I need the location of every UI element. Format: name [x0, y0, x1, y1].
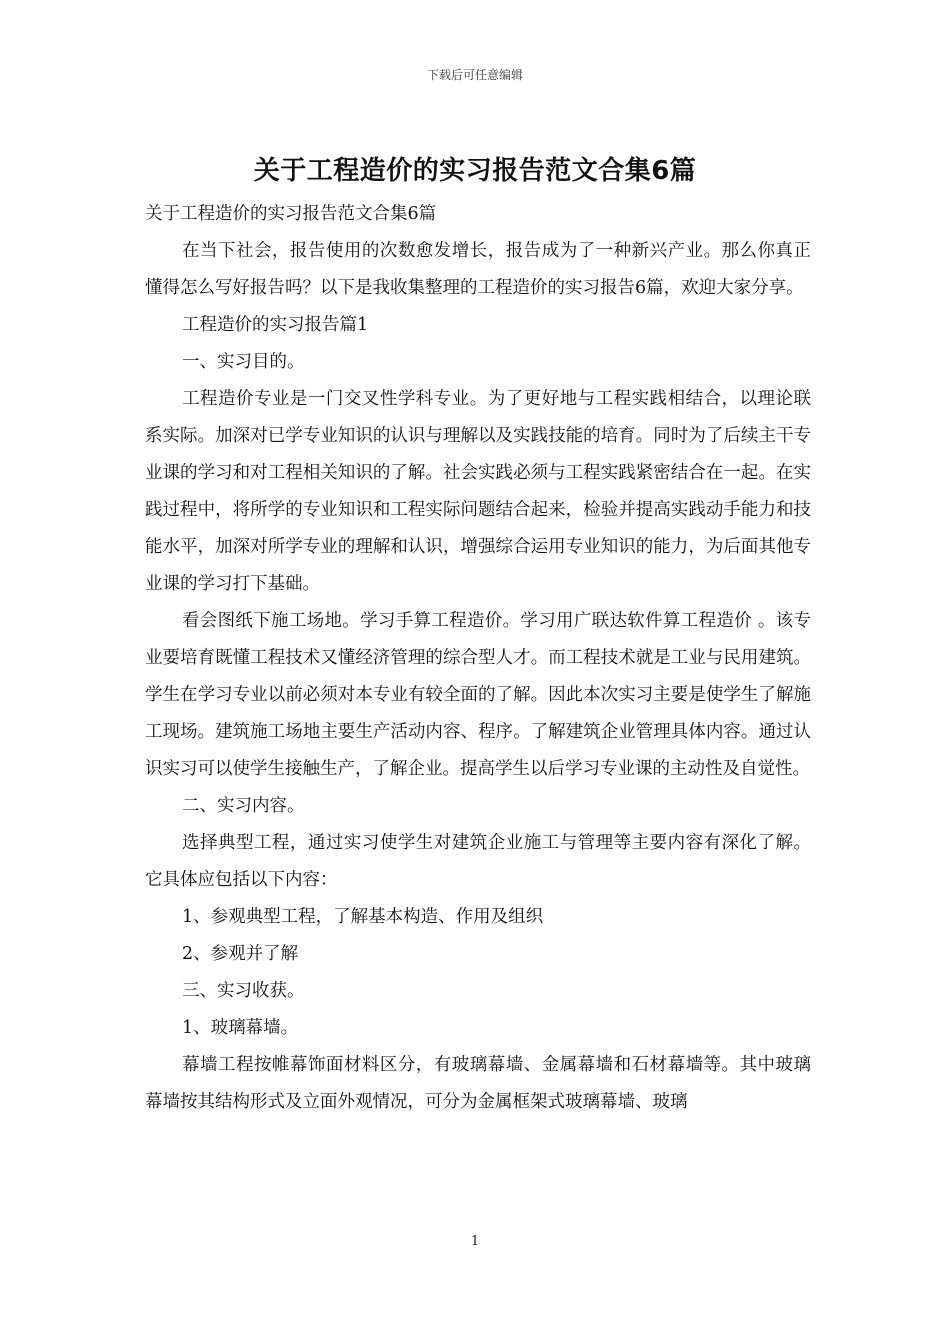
paragraph: 工程造价专业是一门交叉性学科专业。为了更好地与工程实践相结合，以理论联系实际。加深对已学专业知识的认识与理解以及实践技能的培育。同时为了后续主干专业课的学习和对工程相关知识的了解。社会实践必须与工程实践紧密结合在一起。在实践过程中，将所学的专业知识和工程实际问题结合起来，检验并提高实践动手能力和技能水平，加深对所学专业的理解和认识，增强综合运用专业知识的能力，为后面其他专业课的学习打下基础。 — [145, 389, 811, 594]
paragraph: 在当下社会，报告使用的次数愈发增长，报告成为了一种新兴产业。那么你真正懂得怎么写好报告吗？以下是我收集整理的工程造价的实习报告6篇，欢迎大家分享。 — [145, 241, 811, 298]
subsection-heading: 二、实习内容。 — [182, 796, 305, 816]
page-number: 1 — [470, 1234, 480, 1249]
list-item: 1、玻璃幕墙。 — [182, 1018, 299, 1038]
paragraph: 幕墙工程按帷幕饰面材料区分，有玻璃幕墙、金属幕墙和石材幕墙等。其中玻璃幕墙按其结构形式及立面外观情况，可分为金属框架式玻璃幕墙、玻璃 — [145, 1055, 811, 1112]
header-note: 下载后可任意编辑 — [426, 68, 523, 82]
paragraph: 选择典型工程，通过实习使学生对建筑企业施工与管理等主要内容有深化了解。它具体应包括以下内容： — [145, 833, 811, 890]
document-title: 关于工程造价的实习报告范文合集6篇 — [253, 156, 697, 186]
paragraph: 关于工程造价的实习报告范文合集6篇 — [145, 204, 437, 224]
paragraph: 看会图纸下施工场地。学习手算工程造价。学习用广联达软件算工程造价 。该专业要培育既懂工程技术又懂经济管理的综合型人才。而工程技术就是工业与民用建筑。学生在学习专业以前必须对本专业有较全面的了解。因此本次实习主要是使学生了解施工现场。建筑施工场地主要生产活动内容、程序。了解建筑企业管理具体内容。通过认识实习可以使学生接触生产，了解企业。提高学生以后学习专业课的主动性及自觉性。 — [145, 611, 811, 779]
document-body — [145, 196, 811, 1121]
subsection-heading: 一、实习目的。 — [182, 352, 305, 372]
section-heading: 工程造价的实习报告篇1 — [182, 315, 369, 335]
list-item: 1、参观典型工程，了解基本构造、作用及组织 — [182, 907, 544, 927]
subsection-heading: 三、实习收获。 — [182, 981, 305, 1001]
list-item: 2、参观并了解 — [182, 944, 299, 964]
